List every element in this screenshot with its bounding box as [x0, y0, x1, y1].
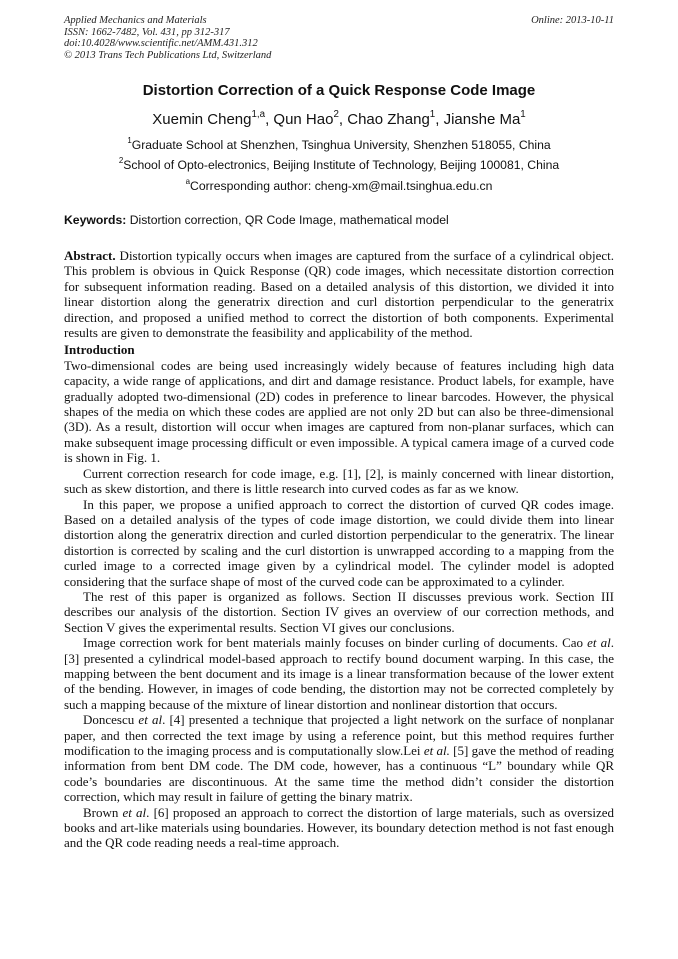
paragraph	[64, 712, 614, 804]
keywords-label: Keywords:	[64, 213, 127, 227]
abstract-text: Distortion typically occurs when images are captured from the surface of a cylindrical object. This problem is obvious in Quick Response (QR) code images, which necessitate distortion correction for subsequent information reading. Based on a detailed analysis of this distortion, we divided it into linear distortion along the generatrix direction and curl distortion perpendicular to the generatrix direction, and proposed a unified method to correct the distortion of both components. Experimental results are given to demonstrate the feasibility and applicability of the method.	[64, 248, 614, 341]
author: Xuemin Cheng	[152, 111, 252, 128]
author: Chao Zhang	[347, 111, 430, 128]
text: . [3] presented a cylindrical model-based approach to rectify bound document warping. In this case, the mapping between the bent document and its image is a linear transformation because of the lower extent of the bending. However, in images of code bending, the distortion may not be corrected completely by such a mapping because of the mixture of linear distortion and nonlinear distortion that occurs.	[64, 635, 614, 712]
doi: doi:10.4028/www.scientific.net/AMM.431.312	[64, 38, 258, 49]
aff-sup: 1	[127, 136, 132, 145]
affiliation	[0, 158, 678, 172]
author: Qun Hao	[273, 111, 334, 128]
online-date: Online: 2013-10-11	[531, 15, 614, 26]
text-italic: et al	[122, 804, 147, 820]
text: . [6] proposed an approach to correct the distortion of large materials, such as oversized books and art-like materials using boundaries. However, its boundary detection method is not fast enough and the QR code reading needs a real-time approach.	[64, 804, 614, 851]
affiliation	[0, 138, 678, 152]
aff-text: Graduate School at Shenzhen, Tsinghua University, Shenzhen 518055, China	[131, 138, 551, 152]
author: Jianshe Ma	[443, 111, 521, 128]
aff-sup: 2	[118, 156, 124, 165]
text-italic: et al.	[423, 743, 450, 758]
text: Doncescu	[83, 712, 139, 728]
author-list: Xuemin Cheng$^{1,a}$, Qun Hao$^2$, Chao Zhang$^1$, Jianshe Ma$^1$	[152, 109, 526, 128]
author-sup: 1	[429, 109, 436, 120]
corresponding-author	[0, 179, 678, 193]
author-sup: 1	[520, 109, 526, 120]
text: [5] gave the method of reading information from bent DM code. The DM code, however, has a continuous “L” boundary while QR code’s boundaries are discontinuous. At the same time the method didn’t consider the distortion correction, which may result in failure of getting the binary matrix.	[64, 743, 614, 805]
abstract-label: Abstract.	[64, 248, 116, 263]
paper-body	[64, 248, 614, 851]
paragraph: Two-dimensional codes are being used increasingly widely because of features including high data capacity, a wide range of applications, and dirt and damage resistance. Product labels, for example, have gradually adopted two-dimensional (2D) codes in preference to linear barcodes. However, the physical shapes of the media on which these codes are applied are not only 2D but can also be three-dimensional (3D). As a result, distortion will occur when images are captured from non-planar surfaces, which can make subsequent image processing difficult or even impossible. A typical camera image of a curved code is shown in Fig. 1.	[64, 357, 614, 466]
text: Brown	[83, 804, 123, 820]
text-italic: et al	[587, 635, 611, 651]
journal-name: Applied Mechanics and Materials	[64, 15, 207, 26]
aff-text: School of Opto-electronics, Beijing Institute of Technology, Beijing 100081, China	[123, 158, 560, 172]
paragraph: The rest of this paper is organized as follows. Section II discusses previous work. Section III describes our analysis of the distortion. Section IV gives an overview of our correction methods, and Section V gives the experimental results. Section VI gives our conclusions.	[64, 588, 614, 635]
author-sup: 1,a	[251, 109, 266, 120]
aff-sup: a	[185, 177, 191, 186]
section-heading-introduction: Introduction	[64, 342, 135, 358]
keywords-text: Distortion correction, QR Code Image, mathematical model	[126, 213, 449, 227]
text: Image correction work for bent materials mainly focuses on binder curling of documents. Cao	[83, 635, 588, 651]
keywords	[64, 213, 449, 227]
aff-text: Corresponding author: cheng-xm@mail.tsinghua.edu.cn	[190, 179, 493, 193]
paragraph	[64, 805, 614, 851]
abstract	[64, 248, 614, 340]
author-sup: 2	[333, 109, 339, 120]
paragraph: In this paper, we propose a unified approach to correct the distortion of curved QR codes image. Based on a detailed analysis of the types of code image distortion, we could divide them into linear distortion along the generatrix direction and curled distortion perpendicular to the generatrix. The linear distortion is corrected by scaling and the curl distortion is unwrapped according to a mapping from the curled image to a corrected image given by a cylindrical model. The cylinder model is adopted considering that the surface shape of most of the curved code can be approximated to a cylinder.	[64, 496, 614, 589]
issn: ISSN: 1662-7482, Vol. 431, pp 312-317	[64, 26, 230, 38]
paragraph	[64, 635, 614, 712]
paragraph: Current correction research for code image, e.g. [1], [2], is mainly concerned with linear distortion, such as skew distortion, and there is little research into curved codes as far as we know.	[64, 465, 614, 497]
text: . [4] presented a technique that projected a light network on the surface of nonplanar paper, and then corrected the text image by using a reference point, but this method requires further modification to the imaging process and is computationally slow.Lei	[64, 712, 614, 758]
paper-title: Distortion Correction of a Quick Response Code Image	[142, 82, 536, 99]
text-italic: et al	[138, 712, 163, 728]
journal-header	[64, 15, 271, 61]
copyright: © 2013 Trans Tech Publications Ltd, Switzerland	[64, 49, 272, 61]
